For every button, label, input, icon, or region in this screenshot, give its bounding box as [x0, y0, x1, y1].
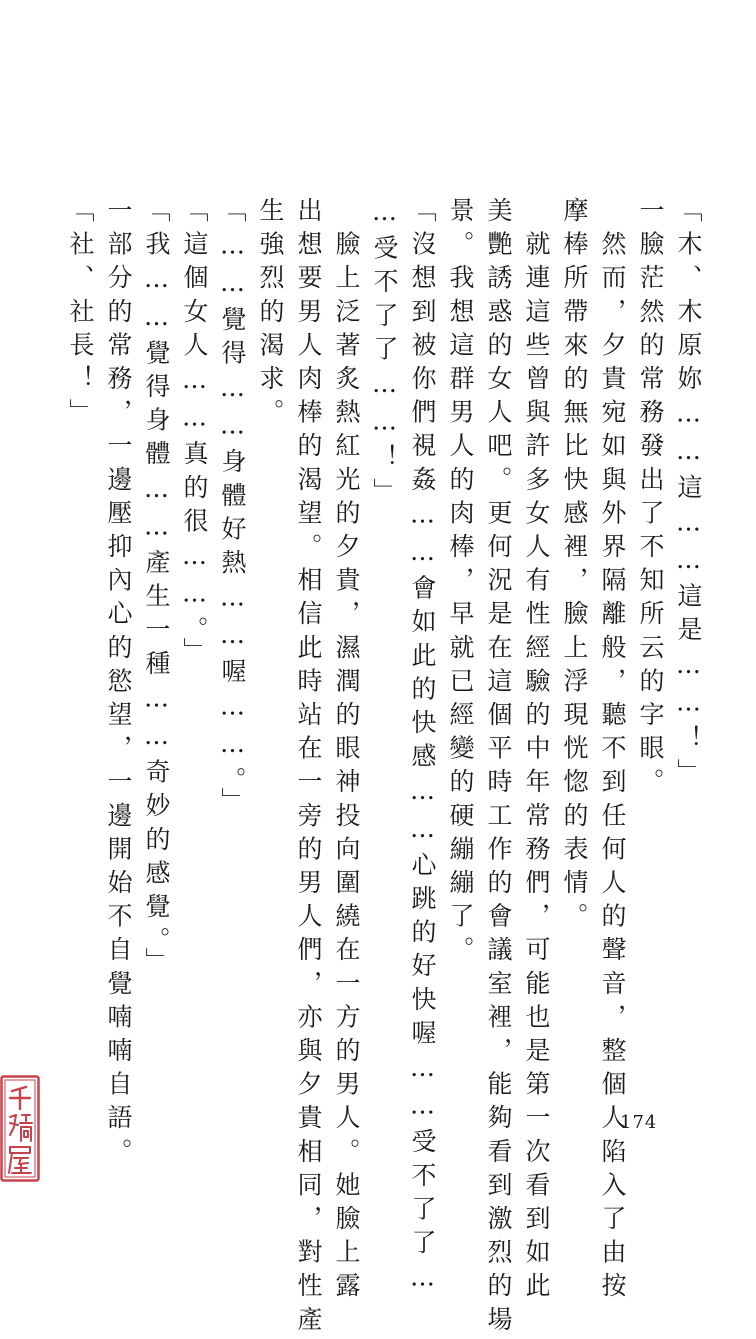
page-number: 174	[620, 1112, 658, 1133]
publisher-seal-logo	[0, 1075, 40, 1182]
text-column-4: 摩棒所帶來的無比快感裡，臉上浮現恍惚的表情。	[560, 197, 589, 937]
text-column-3: 然而，夕貴宛如與外界隔離般，聽不到任何人的聲音，整個人陷入了由按	[598, 197, 627, 1306]
text-column-10: 臉上泛著炙熱紅光的夕貴，濕潤的眼神投向圍繞在一方的男人。她臉上露	[332, 197, 361, 1306]
text-column-2: 一臉茫然的常務發出了不知所云的字眼。	[636, 197, 665, 802]
text-column-15: 「我……覺得身體……產生一種……奇妙的感覺。」	[142, 197, 171, 982]
text-column-14: 「這個女人……真的很……。」	[180, 197, 209, 671]
text-column-13: 「……覺得……身體好熱……喔……。」	[218, 197, 247, 822]
text-column-6: 美艷誘惑的女人吧。更何況是在這個平時工作的會議室裡，能夠看到激烈的場	[484, 197, 513, 1339]
text-column-9: …受不了了……！」	[370, 197, 399, 512]
text-column-12: 生強烈的渴求。	[256, 197, 285, 433]
text-column-8: 「沒想到被你們視姦……會如此的快感……心跳的好快喔……受不了了…	[408, 197, 437, 1301]
text-column-16: 一部分的常務，一邊壓抑內心的慾望，一邊開始不自覺喃喃自語。	[104, 197, 133, 1172]
text-column-7: 景。我想這群男人的肉棒，早就已經變的硬繃繃了。	[446, 197, 475, 970]
text-column-5: 就連這些曾與許多女人有性經驗的中年常務們，可能也是第一次看到如此	[522, 197, 551, 1306]
text-column-11: 出想要男人肉棒的渴望。相信此時站在一旁的男人們，亦與夕貴相同，對性產	[294, 197, 323, 1339]
text-column-17: 「社、社長！」	[66, 197, 95, 433]
text-column-1: 「木、木原妳……這……這是……！」	[674, 197, 703, 793]
